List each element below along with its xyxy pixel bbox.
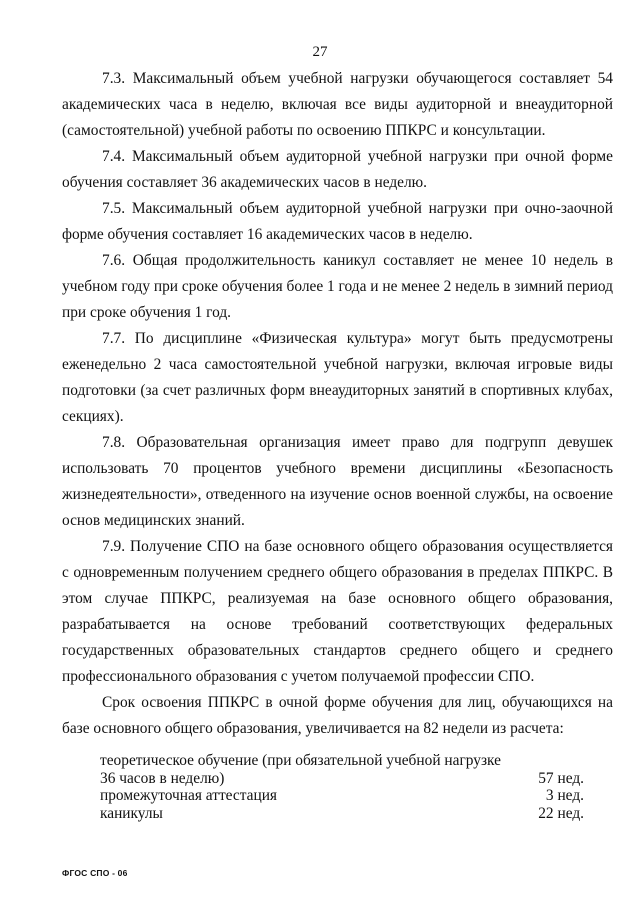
breakdown-label: промежуточная аттестация — [100, 787, 278, 804]
breakdown-value: 57 нед. — [538, 769, 584, 787]
breakdown-value: 22 нед. — [538, 804, 584, 822]
paragraph-7-3: 7.3. Максимальный объем учебной нагрузки обучающегося составляет 54 академических часа в неделю, включая все виды аудиторной и внеаудиторной (самостоятельной) учебной работы по освоению ППКРС и консультации. — [62, 70, 613, 139]
paragraph-duration: Срок освоения ППКРС в очной форме обучения для лиц, обучающихся на базе основного общего образования, увеличивается на 82 недели из расчета: — [62, 694, 613, 737]
breakdown-label: каникулы — [100, 804, 163, 822]
page-number: 27 — [312, 44, 328, 60]
paragraph-7-7: 7.7. По дисциплине «Физическая культура» могут быть предусмотрены еженедельно 2 часа самостоятельной учебной нагрузки, включая игровые виды подготовки (за счет различных форм внеаудиторных занятий в спортивных клубах, секциях). — [62, 330, 613, 425]
breakdown-row-theory — [100, 752, 584, 787]
breakdown-value: 3 нед. — [545, 787, 584, 804]
breakdown-label: теоретическое обучение (при обязательной учебной нагрузке 36 часов в неделю) — [100, 752, 501, 787]
duration-breakdown — [100, 752, 584, 822]
breakdown-row-holidays — [100, 805, 584, 823]
breakdown-row-attestation — [100, 787, 584, 805]
paragraph-7-4: 7.4. Максимальный объем аудиторной учебной нагрузки при очной форме обучения составляет 36 академических часов в неделю. — [62, 148, 613, 191]
main-text — [62, 66, 613, 742]
paragraph-7-5: 7.5. Максимальный объем аудиторной учебной нагрузки при очно-заочной форме обучения составляет 16 академических часов в неделю. — [62, 200, 613, 243]
footer-code: ФГОС СПО - 06 — [62, 868, 128, 878]
paragraph-7-8: 7.8. Образовательная организация имеет право для подгрупп девушек использовать 70 процентов учебного времени дисциплины «Безопасность жизнедеятельности», отведенного на изучение основ военной службы, на освоение основ медицинских знаний. — [62, 434, 613, 529]
paragraph-7-6: 7.6. Общая продолжительность каникул составляет не менее 10 недель в учебном году при сроке обучения более 1 года и не менее 2 недель в зимний период при сроке обучения 1 год. — [62, 252, 613, 321]
paragraph-7-9: 7.9. Получение СПО на базе основного общего образования осуществляется с одновременным получением среднего общего образования в пределах ППКРС. В этом случае ППКРС, реализуемая на базе основного общего образования, разрабатывается на основе требований соответствующих федеральных государственных образовательных стандартов среднего общего и среднего профессионального образования с учетом получаемой профессии СПО. — [62, 538, 613, 685]
